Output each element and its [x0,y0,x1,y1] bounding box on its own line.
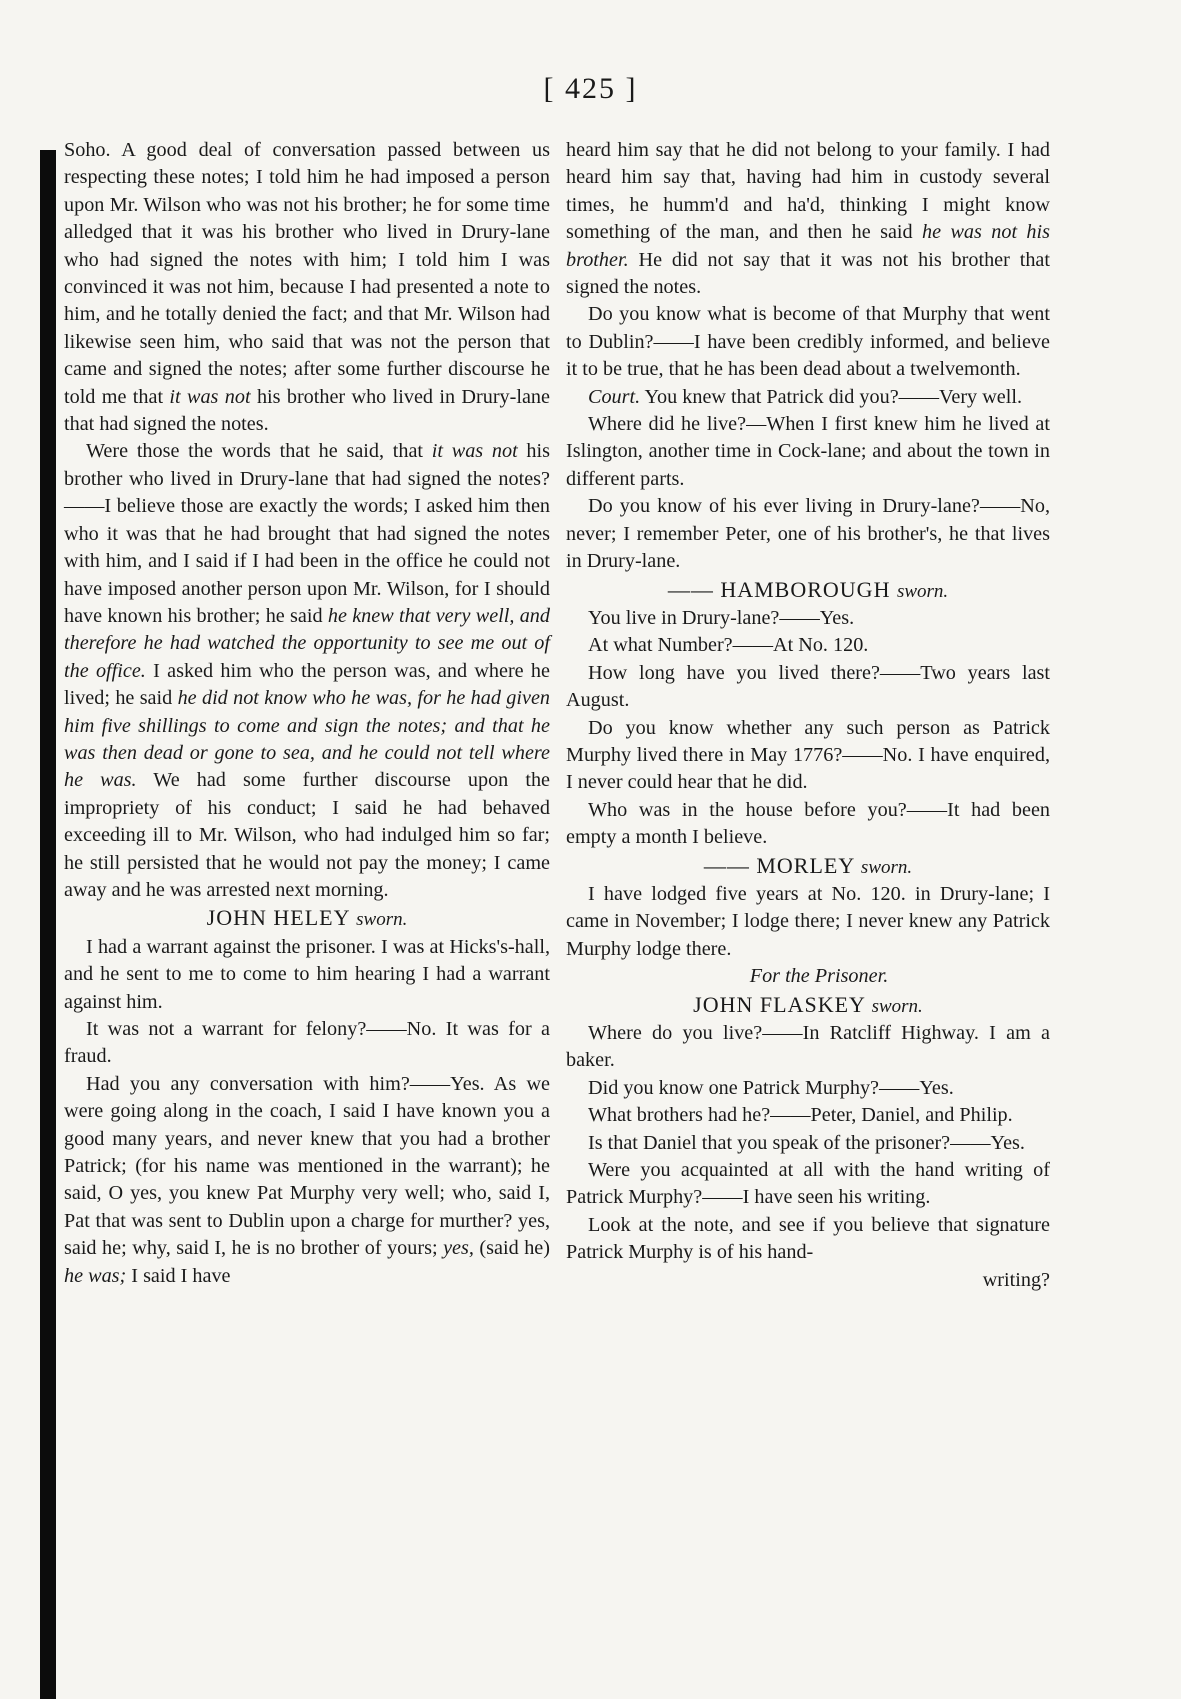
paragraph: Soho. A good deal of conversation passed between us respecting these notes; I told him he had imposed a person upon Mr. Wilson who was not his brother; he for some time alledged that it was his brother who lived in Drury-lane who had signed the notes with him; I told him I was convinced it was not him, because I had presented a note to him, and he totally denied the fact; and that Mr. Wilson had likewise seen him, who said that was not the person that came and signed the notes; after some further discourse he told me that it was not his brother who lived in Drury-lane that had signed the notes. [64,139,550,436]
paragraph: Where do you live?——In Ratcliff Highway. I am a baker. [566,1022,1050,1072]
paragraph: Did you know one Patrick Murphy?——Yes. [588,1076,954,1099]
paragraph: heard him say that he did not belong to your family. I had heard him say that, having had him in custody several times, he humm'd and ha'd, thinking I might know something of the man, and then he said he was not his brother. He did not say that it was not his brother that signed the notes. [566,139,1050,299]
paragraph: It was not a warrant for felony?——No. It was for a fraud. [64,1018,550,1068]
paragraph: Is that Daniel that you speak of the prisoner?——Yes. [588,1131,1025,1154]
right-column [566,137,1050,1294]
paragraph: Do you know what is become of that Murphy that went to Dublin?——I have been credibly informed, and believe it to be true, that he has been dead about a twelvemonth. [566,303,1050,381]
paragraph: Look at the note, and see if you believe that signature Patrick Murphy is of his hand- [566,1213,1050,1264]
paragraph: Had you any conversation with him?——Yes. As we were going along in the coach, I said I have known you a good many years, and never knew that you had a brother Patrick; (for his name was mentioned in the warrant); he said, O yes, you knew Pat Murphy very well; who, said I, Pat that was sent to Dublin upon a charge for murther? yes, said he; why, said I, he is no brother of yours; yes, (said he) he was; I said I have [64,1072,550,1287]
book-spine-shadow [40,150,56,1699]
paragraph: Who was in the house before you?——It had been empty a month I believe. [566,798,1050,849]
witness-heading [566,991,1050,1020]
paragraph: Do you know of his ever living in Drury-lane?——No, never; I remember Peter, one of his brother's, he that lives in Drury-lane. [566,495,1050,573]
witness-heading [566,576,1050,605]
witness-name: —— HAMBOROUGH [667,576,897,602]
paragraph: Were those the words that he said, that it was not his brother who lived in Drury-lane that had signed the notes?——I believe those are exactly the words; I asked him then who it was that he had brought that had signed the notes with him, and I said if I had been in the office he could not have imposed another person upon Mr. Wilson, for I should have known his brother; he said he knew that very well, and therefore he had watched the opportunity to see me out of the office. I asked him who the person was, and where he lived; he said he did not know who he was, for he had given him five shillings to come and sign the notes; and that he was then dead or gone to sea, and he could not tell where he was. We had some further discourse upon the impropriety of his conduct; I said he had behaved exceeding ill to Mr. Wilson, who had indulged him so far; he still persisted that he would not pay the money; I came away and he was arrested next morning. [64,440,551,901]
sworn-label: sworn. [871,995,923,1017]
paragraph: Where did he live?—When I first knew him he lived at Islington, another time in Cock-lane; and about the town in different parts. [566,413,1050,490]
sworn-label: sworn. [896,580,949,602]
section-subheading: For the Prisoner. [749,965,889,988]
paragraph: You live in Drury-lane?——Yes. [588,606,855,629]
catchword: writing? [982,1268,1050,1291]
paragraph: Were you acquainted at all with the hand writing of Patrick Murphy?——I have seen his writing. [566,1159,1050,1209]
witness-name: JOHN FLASKEY [693,991,872,1017]
sworn-label: sworn. [860,856,913,878]
paragraph: How long have you lived there?——Two years last August. [566,661,1050,712]
paragraph: I have lodged five years at No. 120. in Drury-lane; I came in November; I lodge there; I never knew any Patrick Murphy lodge there. [566,882,1050,960]
witness-heading [566,852,1050,881]
witness-name: —— MORLEY [703,852,861,878]
paragraph: What brothers had he?——Peter, Daniel, and Philip. [588,1104,1013,1127]
sworn-label: sworn. [356,909,408,931]
paragraph: At what Number?——At No. 120. [588,634,869,657]
witness-name: JOHN HELEY [206,905,357,931]
paragraph: I had a warrant against the prisoner. I was at Hicks's-hall, and he sent to me to come to him hearing I had a warrant against him. [64,935,550,1013]
paragraph: Do you know whether any such person as Patrick Murphy lived there in May 1776?——No. I have enquired, I never could hear that he did. [566,716,1050,794]
left-column [64,137,550,1290]
witness-heading [64,904,550,933]
paragraph: Court. You knew that Patrick did you?——Very well. [588,385,1023,408]
page-number: [ 425 ] [543,72,638,105]
